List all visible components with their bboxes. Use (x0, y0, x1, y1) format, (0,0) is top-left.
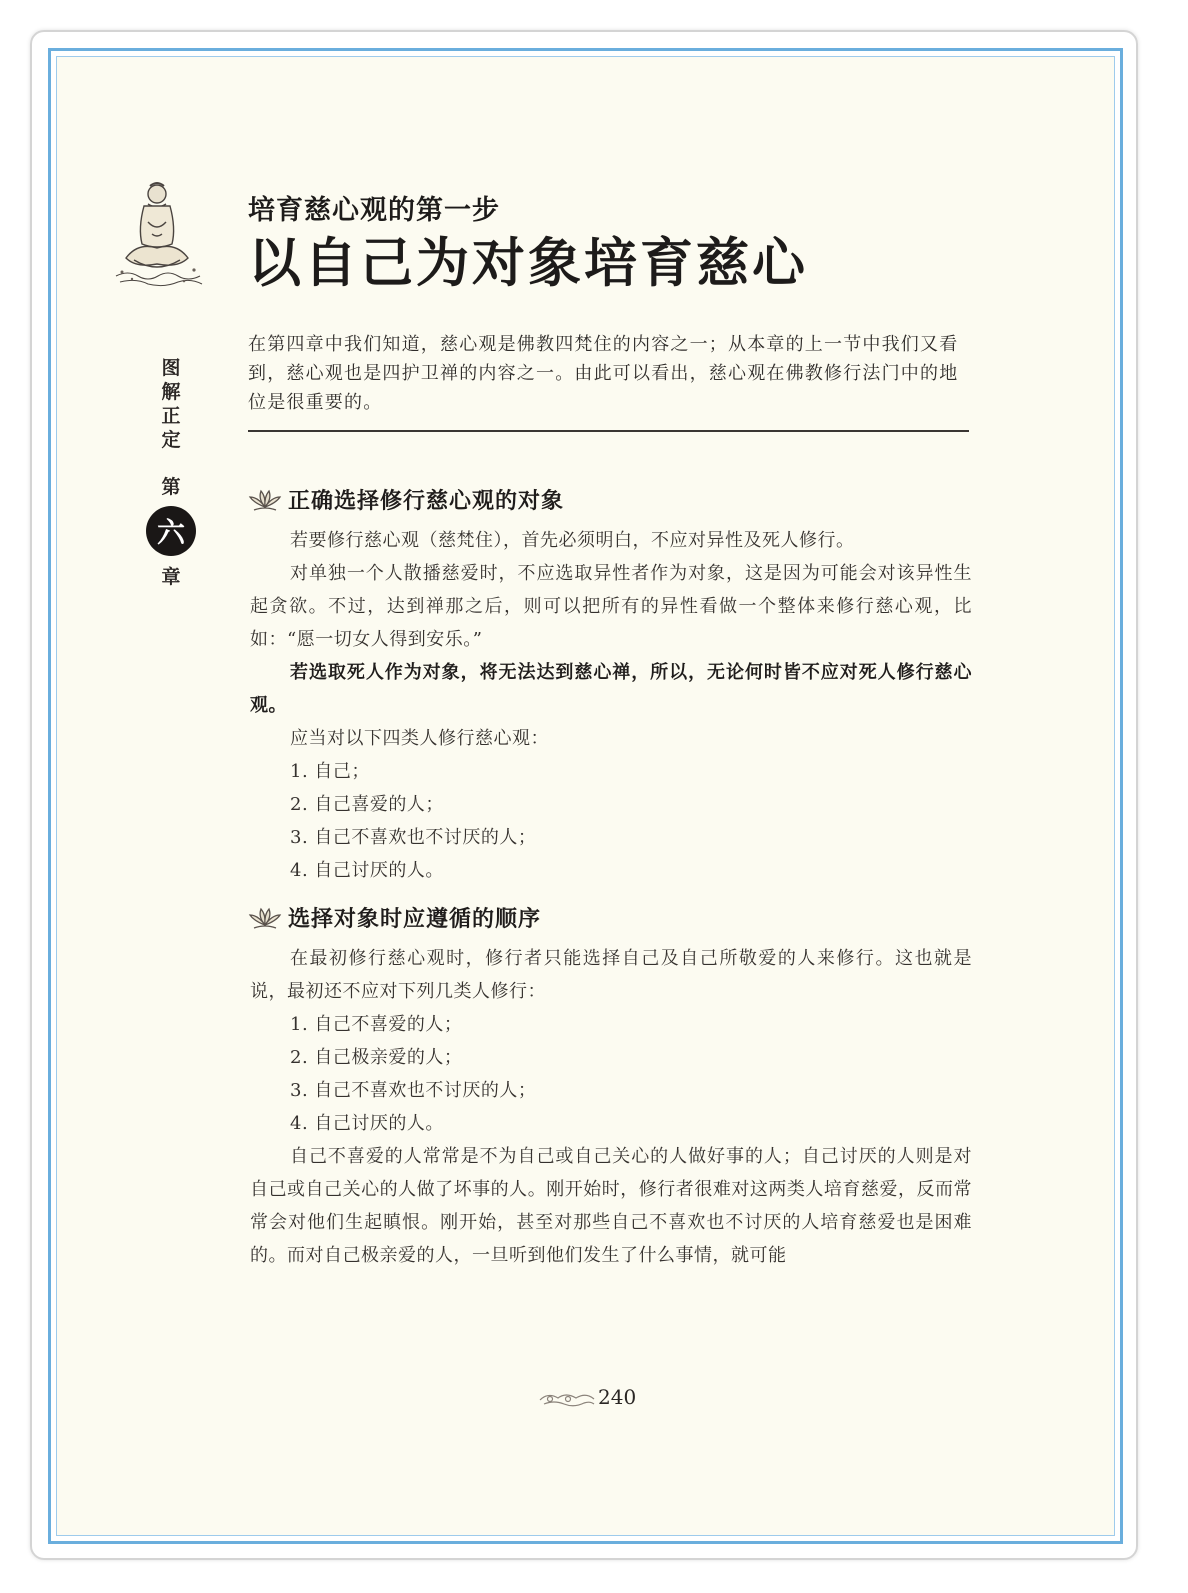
section2-body (250, 942, 972, 1272)
page-number: 240 (598, 1385, 637, 1409)
list-item: 4. 自己讨厌的人。 (290, 1113, 444, 1134)
list-item: 3. 自己不喜欢也不讨厌的人； (290, 827, 537, 848)
intro-paragraph: 在第四章中我们知道，慈心观是佛教四梵住的内容之一；从本章的上一节中我们又看到，慈心观也是四护卫禅的内容之一。由此可以看出，慈心观在佛教修行法门中的地位是很重要的。 (248, 334, 959, 413)
lotus-icon (248, 487, 282, 513)
list-item: 3. 自己不喜欢也不讨厌的人； (290, 1080, 537, 1101)
section1-paragraph: 对单独一个人散播慈爱时，不应选取异性者作为对象，这是因为可能会对该异性生起贪欲。不过，达到禅那之后，则可以把所有的异性看做一个整体来修行慈心观，比如：“愿一切女人得到安乐。” (250, 563, 972, 650)
section2-closing: 自己不喜爱的人常常是不为自己或自己关心的人做好事的人；自己讨厌的人则是对自己或自己关心的人做了坏事的人。刚开始时，修行者很难对这两类人培育慈爱，反而常常会对他们生起瞋恨。刚开始，甚至对那些自己不喜欢也不讨厌的人培育慈爱也是困难的。而对自己极亲爱的人，一旦听到他们发生了什么事情，就可能 (250, 1146, 972, 1266)
section2-intro: 在最初修行慈心观时，修行者只能选择自己及自己所敬爱的人来修行。这也就是说，最初还不应对下列几类人修行： (250, 948, 972, 1002)
section2-heading (248, 902, 541, 933)
list-item: 1. 自己不喜爱的人； (290, 1014, 463, 1035)
page-title: 以自己为对象培育慈心 (248, 233, 808, 294)
divider (248, 430, 969, 432)
book-label: 图解正定 (161, 357, 181, 451)
section-subtitle: 培育慈心观的第一步 (248, 195, 500, 226)
list-item: 2. 自己极亲爱的人； (290, 1047, 463, 1068)
section1-paragraph: 若要修行慈心观（慈梵住），首先必须明白，不应对异性及死人修行。 (290, 530, 855, 551)
section2-heading-text: 选择对象时应遵循的顺序 (288, 906, 542, 932)
lotus-icon (248, 905, 282, 931)
list-item: 4. 自己讨厌的人。 (290, 860, 444, 881)
section1-bold-paragraph: 若选取死人作为对象，将无法达到慈心禅，所以，无论何时皆不应对死人修行慈心观。 (250, 662, 972, 716)
list-item: 1. 自己； (290, 761, 370, 782)
section1-heading-text: 正确选择修行慈心观的对象 (288, 488, 565, 514)
page-footer (538, 1382, 648, 1412)
section1-heading (248, 484, 564, 515)
section1-body (250, 524, 972, 887)
buddha-illustration-icon (108, 178, 206, 290)
chapter-prefix: 第 (161, 476, 181, 498)
section1-list-intro: 应当对以下四类人修行慈心观： (290, 728, 549, 749)
list-item: 2. 自己喜爱的人； (290, 794, 444, 815)
cloud-ornament-icon (538, 1390, 596, 1408)
chapter-suffix: 章 (161, 566, 181, 588)
chapter-number-badge: 六 (146, 506, 196, 556)
